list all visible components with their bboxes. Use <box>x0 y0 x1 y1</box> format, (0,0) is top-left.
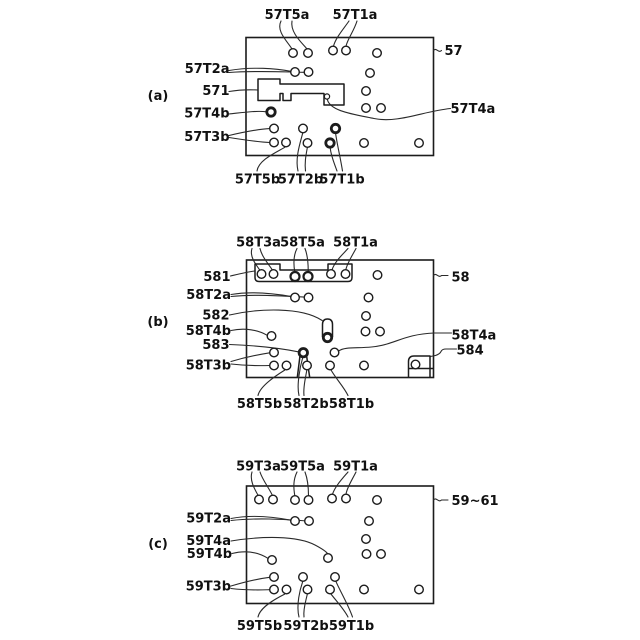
leader-line <box>304 370 307 395</box>
terminal-hole <box>282 585 291 594</box>
leader-line <box>257 147 285 171</box>
leader-line <box>230 310 323 320</box>
leader-line <box>258 370 285 395</box>
terminal-hole <box>341 270 350 279</box>
terminal-hole <box>270 124 279 133</box>
leader-line <box>258 594 285 617</box>
label-58t1a: 58T1a <box>333 235 378 251</box>
leader-line <box>297 133 303 171</box>
label-c: (c) <box>148 537 168 552</box>
terminal-hole <box>373 49 382 58</box>
label-58t2b: 58T2b <box>283 397 329 412</box>
label-57t3b: 57T3b <box>184 130 230 145</box>
terminal-hole <box>269 270 278 279</box>
terminal-hole <box>376 327 385 336</box>
label-59t2a: 59T2a <box>186 511 231 527</box>
terminal-hole <box>270 573 279 582</box>
leader-line <box>229 129 270 136</box>
label-57t2b: 57T2b <box>277 172 324 188</box>
terminal-hole <box>267 332 276 341</box>
leader-line <box>229 68 291 71</box>
leader-line <box>231 353 270 362</box>
terminal-hole <box>291 272 300 281</box>
label-57t1b: 57T1b <box>319 172 365 188</box>
terminal-hole <box>270 585 279 594</box>
leader-line <box>229 90 258 92</box>
leader-line <box>231 271 255 276</box>
label-57t5a: 57T5a <box>264 8 310 23</box>
terminal-hole <box>268 556 277 565</box>
leader-line <box>230 345 299 352</box>
terminal-hole <box>289 49 298 58</box>
terminal-hole <box>362 312 371 321</box>
terminal-hole <box>303 361 312 370</box>
terminal-hole <box>360 139 369 148</box>
figure-b <box>147 236 496 413</box>
label-58: 58 <box>451 270 470 286</box>
terminal-hole <box>270 138 279 147</box>
terminal-hole <box>303 139 312 148</box>
label-59t4a: 59T4a <box>186 534 231 549</box>
leader-line <box>298 582 303 617</box>
terminal-hole <box>361 327 370 336</box>
terminal-hole <box>304 496 313 505</box>
label-58t3b: 58T3b <box>185 358 231 374</box>
label-59t2b: 59T2b <box>283 619 329 634</box>
terminal-hole <box>270 348 279 357</box>
terminal-hole <box>365 517 374 526</box>
terminal-hole <box>366 69 375 78</box>
terminal-hole <box>362 104 371 113</box>
label-59t3b: 59T3b <box>185 579 231 595</box>
terminal-hole <box>342 494 351 503</box>
figure-c <box>148 460 498 635</box>
label-58t5a: 58T5a <box>280 235 325 251</box>
leader-line <box>305 148 307 171</box>
terminal-hole <box>323 333 331 341</box>
leader-line <box>331 370 348 396</box>
label-59t1a: 59T1a <box>333 459 378 475</box>
label-b: (b) <box>147 315 169 330</box>
label-571: 571 <box>202 84 230 99</box>
leader-line <box>434 274 449 276</box>
leader-line <box>231 577 270 586</box>
label-57: 57 <box>444 44 463 59</box>
leader-line <box>346 21 357 46</box>
terminal-hole <box>291 293 300 302</box>
label-581: 581 <box>203 270 231 285</box>
terminal-hole <box>326 361 335 370</box>
leader-line <box>336 133 343 171</box>
label-a: (a) <box>147 89 169 104</box>
label-59t4b: 59T4b <box>186 547 232 562</box>
label-57t4b: 57T4b <box>184 106 230 122</box>
terminal-hole <box>299 124 308 133</box>
figure-a <box>148 8 496 188</box>
terminal-hole <box>257 270 266 279</box>
leader-line <box>294 472 297 496</box>
terminal-hole <box>362 87 371 96</box>
label-58t3a: 58T3a <box>236 235 281 251</box>
label-57t4a: 57T4a <box>450 102 496 117</box>
terminal-hole <box>342 46 351 55</box>
terminal-hole <box>270 361 279 370</box>
terminal-hole <box>267 108 275 116</box>
terminal-hole <box>373 271 382 280</box>
leader-line <box>232 552 268 558</box>
label-58t5b: 58T5b <box>236 397 283 412</box>
terminal-hole <box>282 361 291 370</box>
terminal-hole <box>299 573 308 582</box>
terminal-hole <box>304 293 313 302</box>
label-5961: 59~61 <box>451 494 499 509</box>
terminal-hole <box>328 494 337 503</box>
label-59t5a: 59T5a <box>280 459 325 475</box>
leader-line <box>304 594 308 617</box>
terminal-hole <box>327 270 336 279</box>
leader-line <box>231 329 267 335</box>
terminal-hole <box>362 535 371 544</box>
label-59t3a: 59T3a <box>236 459 281 475</box>
terminal-hole <box>282 138 291 147</box>
label-583: 583 <box>202 338 230 353</box>
leader-line <box>339 333 452 351</box>
leader-line <box>229 111 267 114</box>
leader-line <box>280 21 292 49</box>
terminal-hole <box>326 585 335 594</box>
terminal-hole <box>303 585 312 594</box>
terminal-hole <box>360 361 369 370</box>
label-58t2a: 58T2a <box>186 288 231 303</box>
leader-line <box>327 99 450 119</box>
label-57t1a: 57T1a <box>332 8 378 23</box>
terminal-hole <box>305 517 314 526</box>
terminal-hole <box>330 348 339 357</box>
label-58t4b: 58T4b <box>185 324 231 339</box>
terminal-hole <box>291 496 300 505</box>
label-59t1b: 59T1b <box>328 619 375 634</box>
label-58t4a: 58T4a <box>451 328 497 344</box>
leader-line <box>330 148 337 171</box>
terminal-hole <box>377 550 386 559</box>
leader-line <box>251 472 258 495</box>
terminal-hole <box>255 495 264 504</box>
terminal-hole <box>360 585 369 594</box>
leader-line <box>331 594 348 617</box>
leader-line <box>292 21 307 49</box>
leader-line <box>231 364 270 366</box>
leader-line <box>346 472 356 494</box>
terminal-hole <box>364 293 373 302</box>
terminal-hole <box>331 124 339 132</box>
terminal-hole <box>377 104 386 113</box>
terminal-hole <box>362 550 371 559</box>
leader-line <box>305 472 309 496</box>
leader-line <box>333 472 349 494</box>
terminal-hole <box>324 554 333 563</box>
leader-line <box>260 472 272 495</box>
label-57t5b: 57T5b <box>234 172 281 188</box>
leader-line <box>229 138 270 143</box>
component-571 <box>258 79 344 105</box>
terminal-hole <box>329 46 338 55</box>
terminal-hole <box>373 496 382 505</box>
label-59t5b: 59T5b <box>236 619 283 634</box>
terminal-hole <box>324 94 329 99</box>
terminal-hole <box>415 139 424 148</box>
terminal-hole <box>304 49 313 58</box>
label-582: 582 <box>202 308 230 324</box>
leader-line <box>231 589 270 590</box>
terminal-hole <box>415 585 424 594</box>
terminal-hole <box>291 68 300 77</box>
terminal-hole <box>269 495 278 504</box>
label-58t1b: 58T1b <box>328 397 375 412</box>
leader-line <box>434 499 449 501</box>
label-584: 584 <box>456 343 484 359</box>
label-57t2a: 57T2a <box>184 62 230 77</box>
terminal-hole <box>411 360 420 369</box>
terminal-hole <box>331 573 340 582</box>
terminal-hole <box>291 517 300 526</box>
terminal-hole <box>304 272 313 281</box>
terminal-hole <box>304 68 313 77</box>
terminal-hole <box>326 139 334 147</box>
terminal-hole <box>299 349 307 357</box>
leader-line <box>434 49 442 51</box>
